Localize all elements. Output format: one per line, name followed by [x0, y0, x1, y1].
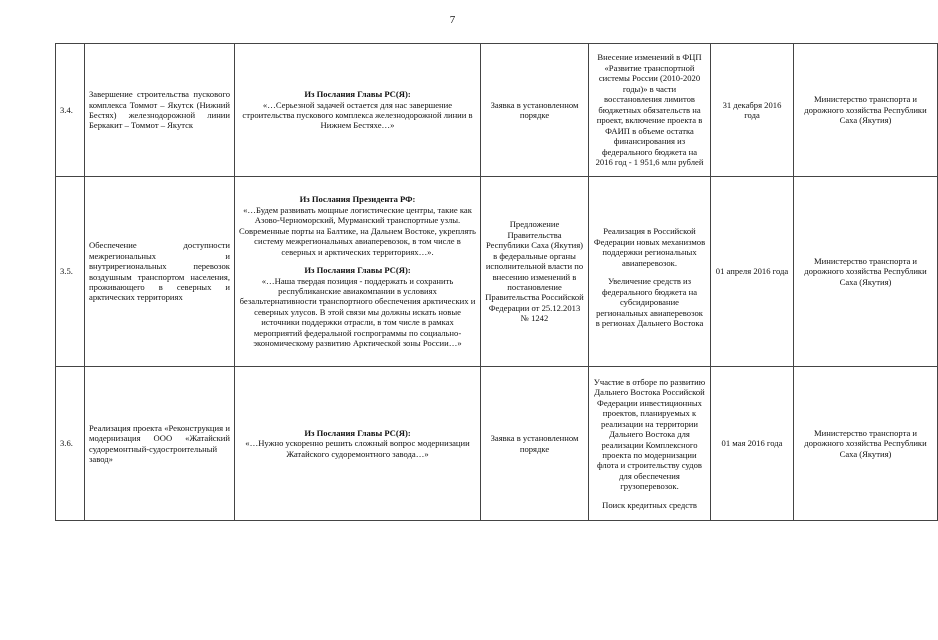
result-text: Реализация в Российской Федерации новых механизмов поддержки региональных авиаперевозок. — [593, 226, 706, 268]
basis-quote: «…Наша твердая позиция - поддержать и сохранить республиканские авиакомпании в условиях безальтернативности транспортного обеспечения арктических и северных улусов. В этой связи мы должны искать новые источники поддержки отрасли, в том числе в рамках мероприятий федеральной госпрограммы по социально-экономическому развитию Арктической зоны России…» — [239, 275, 476, 349]
row-number: 3.4. — [56, 44, 85, 177]
responsible-cell: Министерство транспорта и дорожного хозяйства Республики Саха (Якутия) — [794, 44, 938, 177]
document-cell: Заявка в установленном порядке — [481, 44, 589, 177]
result-text: Поиск кредитных средств — [602, 499, 697, 510]
document-cell: Предложение Правительства Республики Саха (Якутия) в федеральные органы исполнительной власти по внесению изменений в постановление Правительства Российской Федерации от 25.12.2013 № 1242 — [481, 177, 589, 367]
document-cell: Заявка в установленном порядке — [481, 367, 589, 521]
deadline-cell: 01 мая 2016 года — [711, 367, 794, 521]
basis-cell — [235, 44, 481, 177]
deadline-cell: 01 апреля 2016 года — [711, 177, 794, 367]
task-cell: Завершение строительства пускового комплекса Томмот – Якутск (Нижний Бестях) железнодорожной линии Беркакит – Томмот – Якутск — [85, 44, 235, 177]
action-plan-table — [55, 43, 938, 521]
result-text: Участие в отборе по развитию Дальнего Востока Российской Федерации инвестиционных проектов, планируемых к реализации на территории Дальнего Востока для реализации Комплексного проекта по модернизации флота и строительству судов для обеспечения грузоперевозок. — [593, 376, 706, 492]
result-cell — [589, 44, 711, 177]
task-cell: Обеспечение доступности межрегиональных и внутрирегиональных перевозок воздушным транспортом населения, проживающего в северных и арктических территориях — [85, 177, 235, 367]
result-cell — [589, 177, 711, 367]
basis-quote: «…Серьезной задачей остается для нас завершение строительства пускового комплекса железнодорожной линии в Нижнем Бестяхе…» — [242, 99, 473, 131]
responsible-cell: Министерство транспорта и дорожного хозяйства Республики Саха (Якутия) — [794, 177, 938, 367]
result-text: Внесение изменений в ФЦП «Развитие транспортной системы России (2010-2020 годы)» в части восстановления лимитов бюджетных обязательств на проект, включение проекта в ФАИП в объеме остатка финансирования из федерального бюджета на 2016 год - 1 951,6 млн рублей — [595, 52, 704, 168]
table-row — [56, 367, 938, 521]
responsible-cell: Министерство транспорта и дорожного хозяйства Республики Саха (Якутия) — [794, 367, 938, 521]
basis-heading: Из Послания Главы РС(Я): — [304, 89, 411, 100]
row-number: 3.6. — [56, 367, 85, 521]
basis-cell — [235, 367, 481, 521]
result-text: Увеличение средств из федерального бюджета на субсидирование региональных авиаперевозок в регионах Дальнего Востока — [595, 276, 704, 329]
basis-cell — [235, 177, 481, 367]
row-number: 3.5. — [56, 177, 85, 367]
basis-heading: Из Послания Главы РС(Я): — [304, 265, 411, 276]
result-cell — [589, 367, 711, 521]
basis-quote: «…Будем развивать мощные логистические центры, такие как Азово-Черноморский, Мурманский транспортные узлы. Современные порты на Балтике, на Дальнем Востоке, укреплять систему межрегиональных авиаперевозок, в том числе в северных и арктических территориях…». — [239, 204, 476, 257]
table-row — [56, 44, 938, 177]
table-row — [56, 177, 938, 367]
basis-heading: Из Послания Главы РС(Я): — [304, 427, 411, 438]
basis-heading: Из Послания Президента РФ: — [299, 194, 416, 205]
deadline-cell: 31 декабря 2016 года — [711, 44, 794, 177]
page-number: 7 — [449, 14, 456, 26]
basis-quote: «…Нужно ускоренно решить сложный вопрос модернизации Жатайского судоремонтного завода…» — [245, 438, 470, 459]
task-cell: Реализация проекта «Реконструкция и модернизация ООО «Жатайский судоремонтный-судостроительный завод» — [85, 367, 235, 521]
